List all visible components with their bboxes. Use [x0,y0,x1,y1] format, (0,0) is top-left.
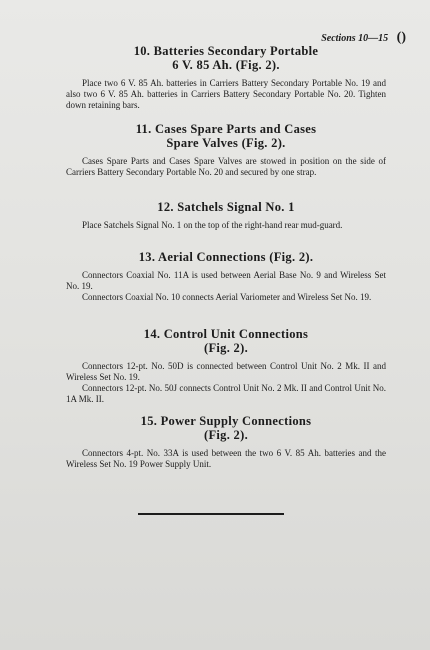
section-paragraph: Connectors Coaxial No. 10 connects Aerial Variometer and Wireless Set No. 19. [82,292,372,302]
section-title: 12. Satchels Signal No. 1 [157,200,295,214]
section-10 [66,44,386,111]
section-title: 10. Batteries Secondary Portable [133,44,319,58]
section-title: 15. Power Supply Connections [140,414,312,428]
sections-label: Sections 10—15 [321,33,389,44]
section-paragraph: Connectors Coaxial No. 11A is used between Aerial Base No. 9 and Wireless Set No. 19. [66,270,386,291]
section-heading [66,250,386,264]
section-heading [66,44,386,72]
section-subtitle: (Fig. 2). [203,428,248,442]
section-title: 11. Cases Spare Parts and Cases [135,122,317,136]
section-subtitle: (Fig. 2). [203,341,248,355]
section-paragraph: Cases Spare Parts and Cases Spare Valves are stowed in position on the side of Carriers Battery Secondary Portable No. 20 and secured by one strap. [66,156,386,177]
section-subtitle: Spare Valves (Fig. 2). [166,136,286,150]
section-12 [66,200,386,231]
page-mark: () [396,30,406,45]
section-11 [66,122,386,178]
section-subtitle: 6 V. 85 Ah. (Fig. 2). [172,58,280,72]
end-rule [138,513,284,515]
section-14 [66,327,386,405]
section-heading [66,200,386,214]
section-paragraph: Place Satchels Signal No. 1 on the top of the right-hand rear mud-guard. [82,220,343,230]
section-title: 13. Aerial Connections (Fig. 2). [138,250,314,264]
section-13 [66,250,386,303]
section-15 [66,414,386,470]
section-heading [66,327,386,355]
section-paragraph: Place two 6 V. 85 Ah. batteries in Carriers Battery Secondary Portable No. 19 and also two 6 V. 85 Ah. batteries in Carriers Battery Secondary Portable No. 20. Tighten down retaining bars. [66,78,386,110]
section-paragraph: Connectors 4-pt. No. 33A is used between the two 6 V. 85 Ah. batteries and the Wireless Set No. 19 Power Supply Unit. [66,448,386,469]
section-paragraph: Connectors 12-pt. No. 50J connects Control Unit No. 2 Mk. II and Control Unit No. 1A Mk. II. [66,383,386,404]
section-heading [66,122,386,150]
section-heading [66,414,386,442]
section-paragraph: Connectors 12-pt. No. 50D is connected between Control Unit No. 2 Mk. II and Wireless Set No. 19. [66,361,386,382]
section-title: 14. Control Unit Connections [143,327,309,341]
